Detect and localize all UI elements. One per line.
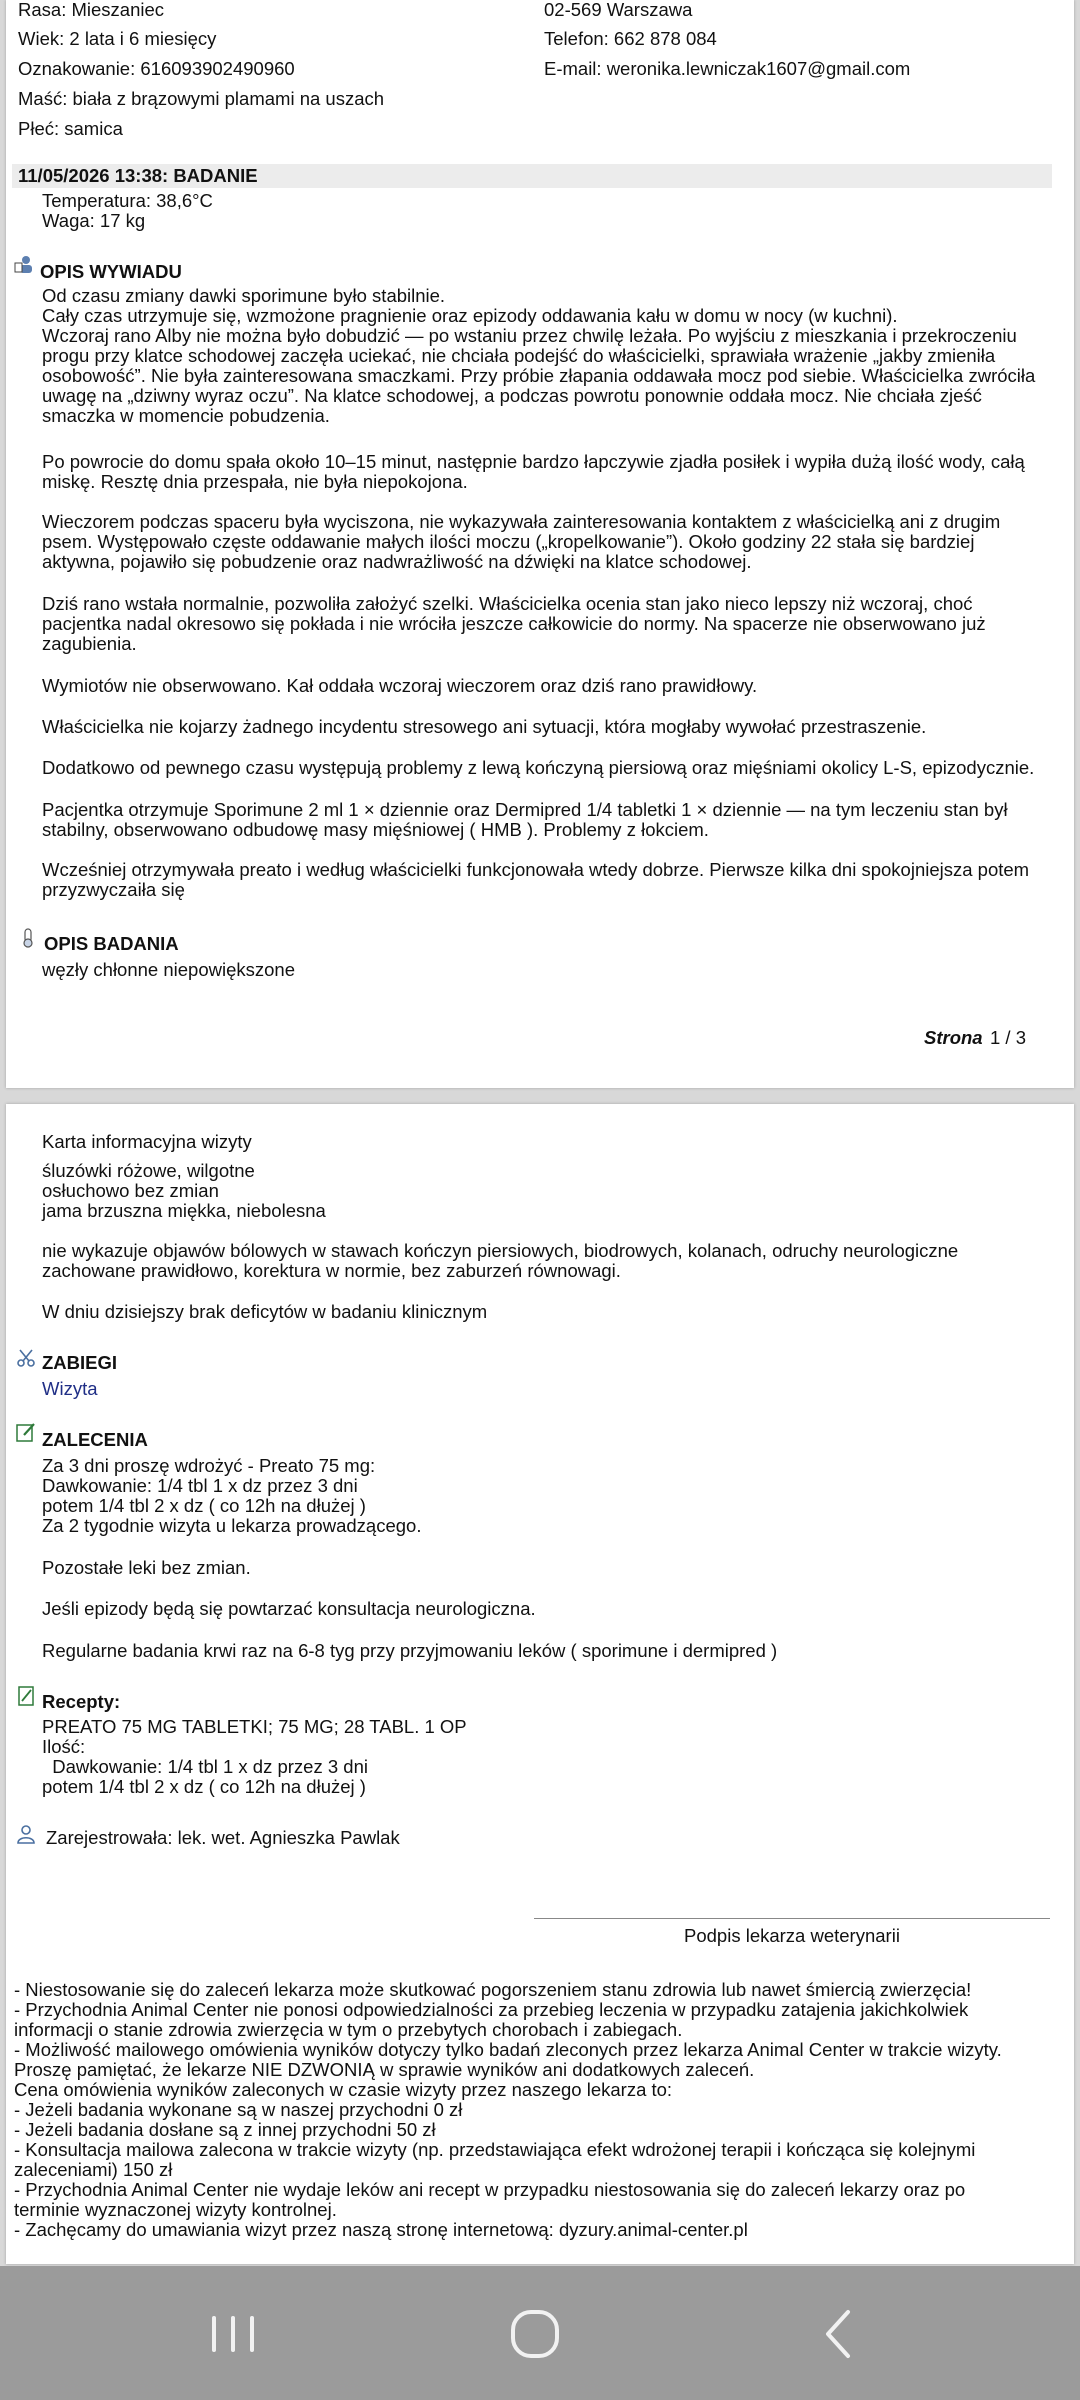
owner-phone: Telefon: 662 878 084 (544, 28, 717, 49)
history-paragraph: Po powrocie do domu spała około 10–15 minut, następnie bardzo łapczywie zjadła posiłek i wypiła dużą ilość wody, całą miskę. Resztę dnia przespała, nie była niepokojona. (42, 451, 1025, 492)
prescription-line: Dawkowanie: 1/4 tbl 1 x dz przez 3 dni (42, 1756, 368, 1777)
history-paragraph: Właścicielka nie kojarzy żadnego incydentu stresowego ani sytuacji, która mogłaby wywołać przestraszenie. (42, 716, 927, 737)
card-title: Karta informacyjna wizyty (42, 1131, 252, 1152)
exam-title: OPIS BADANIA (44, 933, 179, 954)
history-paragraph: Wcześniej otrzymywała preato i według właścicielki funkcjonowała wtedy dobrze. Pierwsze kilka dni spokojniejsza potem przyzwyczaiła się (42, 859, 1030, 900)
exam-line: jama brzuszna miękka, niebolesna (42, 1200, 326, 1221)
doctor-icon (16, 1824, 36, 1844)
registered-by: Zarejestrowała: lek. wet. Agnieszka Pawlak (46, 1827, 400, 1848)
disclaimer-line: - Jeżeli badania wykonane są w naszej przychodni 0 zł (14, 2099, 463, 2120)
disclaimer-line: - Przychodnia Animal Center nie ponosi odpowiedzialności za przebieg leczenia w przypadku zatajenia jakichkolwiek (14, 1999, 969, 2020)
neuro-text: nie wykazuje objawów bólowych w stawach kończyn piersiowych, biodrowych, kolanach, odruchy neurologiczne zachowane prawidłowo, korektura w normie, bez zaburzeń równowagi. (42, 1240, 959, 1281)
back-icon[interactable] (804, 2304, 874, 2364)
disclaimer-line: Proszę pamiętać, że lekarze NIE DZWONIĄ w sprawie wyników ani dodatkowych zaleceń. (14, 2059, 755, 2080)
history-paragraph: Od czasu zmiany dawki sporimune było stabilnie. (42, 285, 446, 306)
scissors-icon (16, 1348, 36, 1368)
history-paragraph: Pacjentka otrzymuje Sporimune 2 ml 1 × dziennie oraz Dermipred 1/4 tabletki 1 × dziennie — na tym leczeniu stan był stabilny, obserwowano odbudowę masy mięśniowej ( HMB ). Problemy z łokciem. (42, 799, 1008, 840)
patient-color: Maść: biała z brązowymi plamami na uszach (18, 88, 385, 109)
recent-apps-icon[interactable] (198, 2304, 268, 2364)
recommendation-blood: Regularne badania krwi raz na 6-8 tyg przy przyjmowaniu leków ( sporimune i dermipred ) (42, 1640, 778, 1661)
recommendation-line: potem 1/4 tbl 2 x dz ( co 12h na dłużej ) (42, 1495, 366, 1516)
history-paragraph: Wymiotów nie obserwowano. Kał oddała wczoraj wieczorem oraz dziś rano prawidłowy. (42, 675, 758, 696)
exam-line: śluzówki różowe, wilgotne (42, 1160, 255, 1181)
history-paragraph: Wczoraj rano Alby nie można było dobudzić — po wstaniu przez chwilę leżała. Po wyjściu z mieszkania i przekroczeniu progu przy klatce schodowej zaczęła uciekać, nie chciała podejść do właścicielki, sprawiała wrażenie „jakby zmieniła osobowość”. Nie była zainteresowana smaczkami. Przy próbie złapania oddawała mocz pod siebie. Właścicielka zwróciła uwagę na „dziwny wyraz oczu”. Na klatce schodowej, a podczas powrotu ponownie oddała mocz. Nie chciała zjeść smaczka w momencie pobudzenia. (42, 325, 1036, 426)
history-title: OPIS WYWIADU (40, 261, 182, 282)
patient-chip: Oznakowanie: 616093902490960 (18, 58, 295, 79)
prescription-line: potem 1/4 tbl 2 x dz ( co 12h na dłużej ) (42, 1776, 366, 1797)
history-paragraph: Dodatkowo od pewnego czasu występują problemy z lewą kończyną piersiową oraz mięśniami okolicy L-S, epizodycznie. (42, 757, 1035, 778)
exam-text: węzły chłonne niepowiększone (42, 959, 295, 980)
page-number: 1 / 3 (990, 1027, 1026, 1048)
disclaimer-line: Cena omówienia wyników zaleconych w czasie wizyty przez naszego lekarza to: (14, 2079, 673, 2100)
interview-icon (14, 254, 34, 274)
history-paragraph: Dziś rano wstała normalnie, pozwoliła założyć szelki. Właścicielka ocenia stan jako nieco lepszy niż wczoraj, choć pacjentka nadal okresowo się pokłada i nie wróciła jeszcze całkowicie do normy. Na spacerze nie obserwowano już zagubienia. (42, 593, 986, 654)
disclaimer-line: terminie wyznaczonej wizyty kontrolnej. (14, 2199, 337, 2220)
signature-line (534, 1918, 1050, 1919)
signature-label: Podpis lekarza weterynarii (684, 1925, 900, 1946)
patient-sex: Płeć: samica (18, 118, 123, 139)
disclaimer-line: - Niestosowanie się do zaleceń lekarza może skutkować pogorszeniem stanu zdrowia lub nawet śmiercią zwierzęcia! (14, 1979, 972, 2000)
history-paragraph: Wieczorem podczas spaceru była wyciszona, nie wykazywała zainteresowania kontaktem z właścicielką ani z drugim psem. Występowało częste oddawanie małych ilości moczu („kropelkowanie”). Około godziny 22 stała się bardziej aktywna, pojawiło się pobudzenie oraz nadwrażliwość na dźwięki na klatce schodowej. (42, 511, 1001, 572)
procedures-title: ZABIEGI (42, 1352, 118, 1373)
thermometer-icon (18, 928, 38, 948)
recommendation-line: Za 3 dni proszę wdrożyć - Preato 75 mg: (42, 1455, 376, 1476)
page-label: Strona (924, 1027, 983, 1048)
temperature: Temperatura: 38,6°C (42, 190, 213, 211)
procedure-visit-link[interactable]: Wizyta (42, 1378, 98, 1399)
disclaimer-line: - Przychodnia Animal Center nie wydaje leków ani recept w przypadku niestosowania się do zaleceń lekarzy oraz po (14, 2179, 966, 2200)
prescription-icon (16, 1686, 36, 1706)
disclaimer-line: - Zachęcamy do umawiania wizyt przez naszą stronę internetową: dyzury.animal-center.pl (14, 2219, 748, 2240)
deficit-text: W dniu dzisiejszy brak deficytów w badaniu klinicznym (42, 1301, 488, 1322)
history-paragraph: Cały czas utrzymuje się, wzmożone pragnienie oraz epizody oddawania kału w domu w nocy (w kuchni). (42, 305, 898, 326)
recommendation-neuro: Jeśli epizody będą się powtarzać konsultacja neurologiczna. (42, 1598, 536, 1619)
edit-note-icon (16, 1422, 36, 1442)
weight: Waga: 17 kg (42, 210, 146, 231)
disclaimer-line: informacji o stanie zdrowia zwierzęcia w tym o przebytych chorobach i zabiegach. (14, 2019, 683, 2040)
exam-line: osłuchowo bez zmian (42, 1180, 219, 1201)
visit-header: 11/05/2026 13:38: BADANIE (18, 165, 258, 186)
document-page-2 (6, 1104, 1074, 2264)
document-page-1 (6, 0, 1074, 1088)
navigation-bar (0, 2266, 1080, 2400)
owner-city: 02-569 Warszawa (544, 0, 693, 20)
disclaimer-line: zaleceniami) 150 zł (14, 2159, 173, 2180)
disclaimer-line: - Konsultacja mailowa zalecona w trakcie wizyty (np. przedstawiająca efekt wdrożonej terapii i kończąca się kolejnymi (14, 2139, 976, 2160)
prescription-line: Ilość: (42, 1736, 86, 1757)
patient-breed: Rasa: Mieszaniec (18, 0, 165, 20)
recommendation-other: Pozostałe leki bez zmian. (42, 1557, 251, 1578)
patient-age: Wiek: 2 lata i 6 miesięcy (18, 28, 217, 49)
prescriptions-title: Recepty: (42, 1691, 121, 1712)
recommendation-line: Za 2 tygodnie wizyta u lekarza prowadzącego. (42, 1515, 422, 1536)
disclaimer-line: - Możliwość mailowego omówienia wyników dotyczy tylko badań zleconych przez lekarza Animal Center w trakcie wizyty. (14, 2039, 1002, 2060)
prescription-line: PREATO 75 MG TABLETKI; 75 MG; 28 TABL. 1 OP (42, 1716, 467, 1737)
owner-email: E-mail: weronika.lewniczak1607@gmail.com (544, 58, 911, 79)
recommendation-line: Dawkowanie: 1/4 tbl 1 x dz przez 3 dni (42, 1475, 358, 1496)
disclaimer-line: - Jeżeli badania dosłane są z innej przychodni 50 zł (14, 2119, 436, 2140)
recommendations-title: ZALECENIA (42, 1429, 148, 1450)
home-icon[interactable] (500, 2304, 570, 2364)
